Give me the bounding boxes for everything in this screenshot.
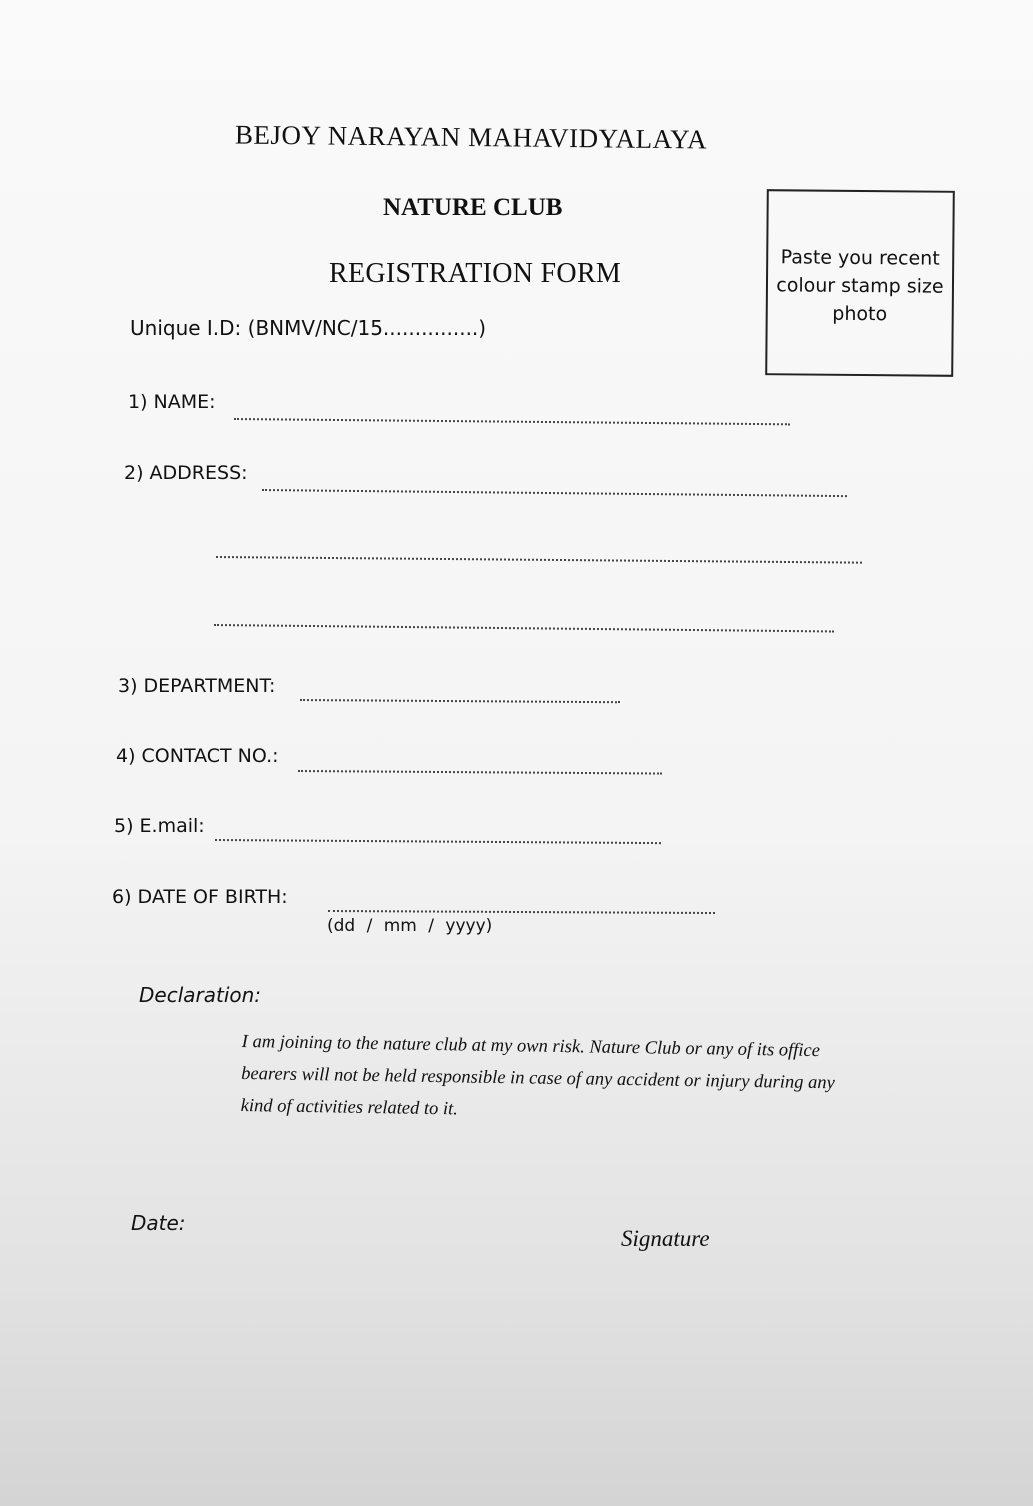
contact-label: 4) CONTACT NO.: [116, 745, 279, 767]
form-title: REGISTRATION FORM [329, 258, 622, 289]
address-label: 2) ADDRESS: [124, 462, 248, 484]
unique-id-label: Unique I.D: (BNMV/NC/15...............) [130, 316, 487, 340]
department-label: 3) DEPARTMENT: [118, 675, 276, 697]
photo-box-instruction: Paste you recent colour stamp size photo [776, 246, 944, 326]
contact-field[interactable] [298, 770, 662, 775]
date-label: Date: [131, 1211, 186, 1235]
name-field[interactable] [234, 418, 790, 425]
dob-field[interactable] [328, 910, 715, 914]
address-field-line-3[interactable] [214, 624, 834, 632]
club-name: NATURE CLUB [383, 194, 563, 221]
signature-label: Signature [621, 1226, 710, 1251]
declaration-title: Declaration: [139, 983, 262, 1007]
declaration-text: I am joining to the nature club at my own risk. Nature Club or any of its office bearers will not be held responsible in case of any accident or injury during any kind of activities related to it. [240, 1031, 835, 1120]
address-field-line-2[interactable] [216, 556, 862, 564]
dob-format-hint: (dd / mm / yyyy) [327, 916, 493, 936]
college-name: BEJOY NARAYAN MAHAVIDYALAYA [234, 119, 708, 155]
name-label: 1) NAME: [128, 391, 216, 413]
photo-box[interactable] [765, 189, 955, 377]
email-label: 5) E.mail: [114, 815, 205, 837]
department-field[interactable] [300, 699, 620, 703]
dob-label: 6) DATE OF BIRTH: [112, 886, 288, 908]
email-field[interactable] [215, 839, 661, 844]
address-field-line-1[interactable] [262, 489, 847, 497]
